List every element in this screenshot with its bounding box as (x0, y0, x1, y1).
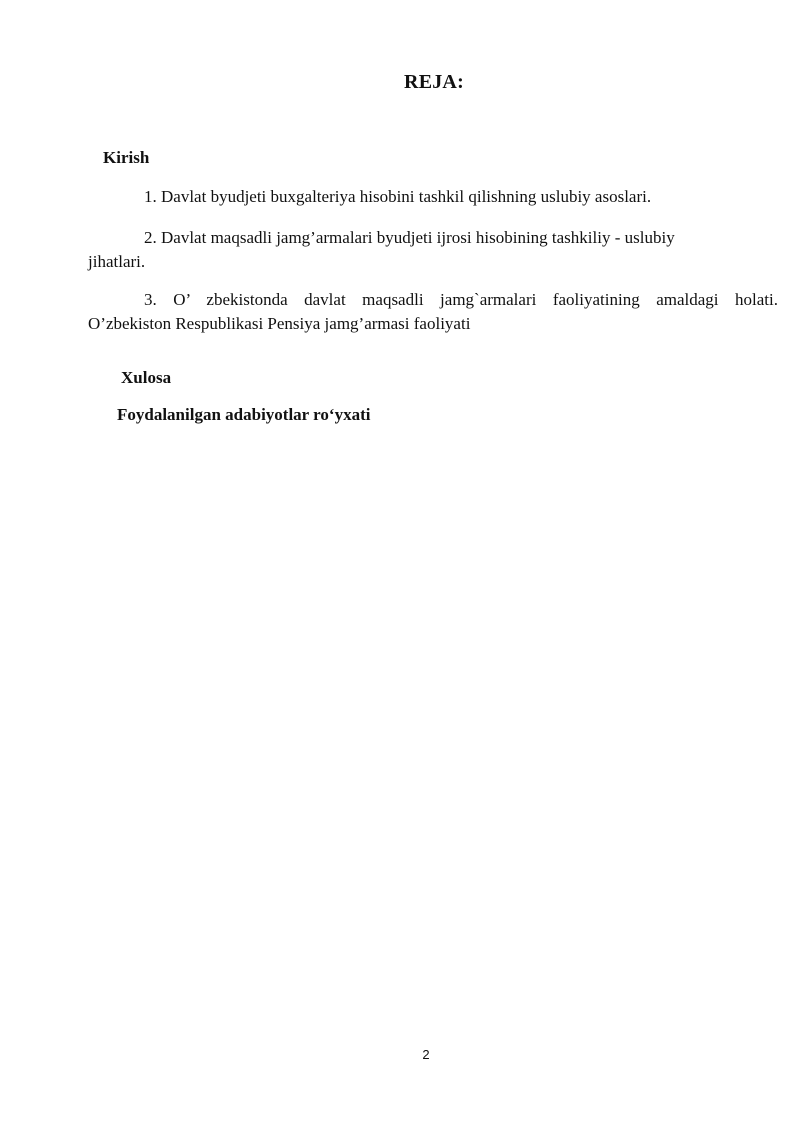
plan-item-2-line-1: 2. Davlat maqsadli jamg’armalari byudjeti ijrosi hisobining tashkiliy - uslubiy (144, 228, 675, 247)
plan-item-2 (88, 226, 778, 274)
plan-item-2-line-2: jihatlari. (88, 252, 146, 271)
intro-heading: Kirish (103, 148, 150, 167)
plan-item-3-line-1: 3. O’ zbekistonda davlat maqsadli jamg`armalari faoliyatining amaldagi holati. (144, 290, 778, 309)
page-title: REJA: (404, 71, 464, 93)
page-number: 2 (422, 1047, 430, 1062)
plan-item-3-line-2: O’zbekiston Respublikasi Pensiya jamg’armasi faoliyati (88, 314, 471, 333)
conclusion-heading: Xulosa (121, 368, 172, 387)
plan-item-3 (88, 288, 778, 336)
references-heading: Foydalanilgan adabiyotlar ro‘yxati (117, 405, 371, 424)
plan-item-1: 1. Davlat byudjeti buxgalteriya hisobini tashkil qilishning uslubiy asoslari. (144, 187, 652, 206)
